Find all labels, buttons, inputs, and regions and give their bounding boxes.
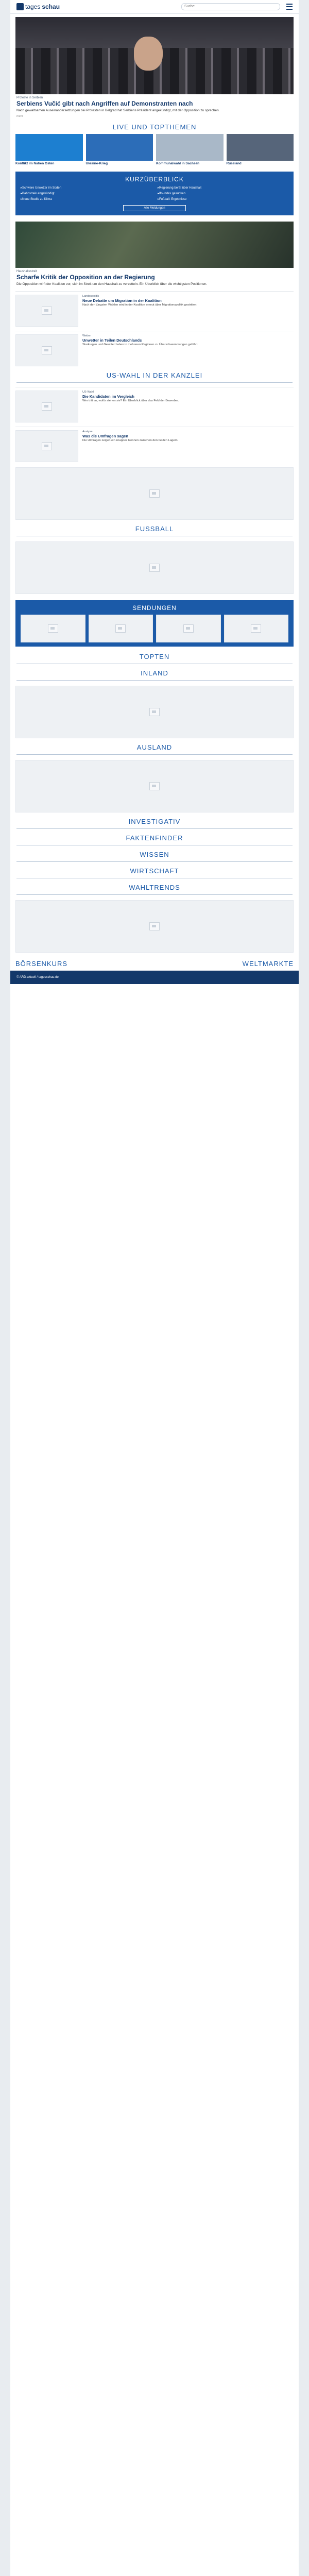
list-item-desc: Nach den jüngsten Wahlen wird in der Koalition erneut über Migrationspolitik gestritten. xyxy=(82,303,198,307)
hero-image[interactable] xyxy=(15,17,294,94)
list-item-title: Die Kandidaten im Vergleich xyxy=(82,394,134,399)
image-placeholder-icon xyxy=(149,922,160,930)
list-item-image xyxy=(15,295,78,327)
section-divider xyxy=(16,861,293,862)
brief-all-button[interactable]: Alle Meldungen xyxy=(123,205,186,211)
brief-box xyxy=(15,172,294,215)
hero-meta[interactable]: mehr xyxy=(16,114,23,118)
site-footer xyxy=(10,971,299,984)
brief-title: KURZÜBERBLICK xyxy=(125,175,184,183)
section-divider xyxy=(16,894,293,895)
sendung-card[interactable] xyxy=(156,615,221,642)
section-divider xyxy=(16,680,293,681)
list-item[interactable] xyxy=(15,427,294,462)
list-item-image xyxy=(15,391,78,422)
wide-image-placeholder xyxy=(15,467,294,520)
live-card-title: Russland xyxy=(226,161,242,165)
section-divider xyxy=(16,382,293,383)
image-placeholder-icon xyxy=(149,708,160,716)
footer-text: © ARD-aktuell / tagesschau.de xyxy=(16,975,59,979)
live-card-image xyxy=(227,134,294,161)
boerse-left-title: BÖRSENKURS xyxy=(15,959,68,968)
wide-image-placeholder xyxy=(15,541,294,594)
brief-item[interactable]: ▸ Neue Studie zu Klima xyxy=(21,197,151,201)
site-header xyxy=(10,0,299,14)
sendung-card[interactable] xyxy=(224,615,289,642)
ausland-title: AUSLAND xyxy=(136,743,173,751)
sendung-image xyxy=(21,615,85,642)
list-item-desc: Wer tritt an, wofür stehen sie? Ein Überblick über das Feld der Bewerber. xyxy=(82,399,179,402)
live-card[interactable] xyxy=(227,134,294,165)
topten-title: TOPTEN xyxy=(139,652,170,660)
list-item-kicker: Analyse xyxy=(82,430,93,433)
page xyxy=(10,0,299,2576)
boerse-right-title: WELTMARKTE xyxy=(242,959,294,968)
section-divider xyxy=(16,754,293,755)
list-item-image xyxy=(15,430,78,462)
live-card[interactable] xyxy=(15,134,83,165)
site-logo[interactable] xyxy=(16,3,60,10)
image-placeholder-icon xyxy=(115,624,126,633)
sendungen-box xyxy=(15,600,294,647)
list-item[interactable] xyxy=(15,331,294,366)
brief-item[interactable]: ▸ Regierung berät über Haushalt xyxy=(158,186,288,190)
live-card-title: Konflikt im Nahen Osten xyxy=(15,161,55,165)
image-placeholder-icon xyxy=(42,346,52,354)
list-item-title: Was die Umfragen sagen xyxy=(82,433,128,438)
hero-title[interactable]: Serbiens Vučić gibt nach Angriffen auf Demonstranten nach xyxy=(16,100,193,107)
sendung-image xyxy=(156,615,221,642)
brief-item[interactable]: ▸ Ifo-Index gesunken xyxy=(158,192,288,195)
image-placeholder-icon xyxy=(149,489,160,498)
search-input[interactable]: Suche xyxy=(181,3,280,10)
wissen-title: WISSEN xyxy=(140,850,169,858)
live-card-image xyxy=(86,134,153,161)
sendungen-title: SENDUNGEN xyxy=(132,604,177,612)
sendung-card[interactable] xyxy=(21,615,85,642)
sendung-image xyxy=(224,615,289,642)
image-placeholder-icon xyxy=(149,564,160,572)
list-item[interactable] xyxy=(15,291,294,327)
live-card-image xyxy=(156,134,224,161)
main-story-image[interactable] xyxy=(15,222,294,268)
menu-icon[interactable] xyxy=(286,4,293,10)
sendung-card[interactable] xyxy=(89,615,153,642)
live-cards xyxy=(15,134,294,165)
main-story-kicker: Haushaltsstreit xyxy=(16,269,37,273)
logo-text-bold: schau xyxy=(42,3,60,10)
wide-image-placeholder xyxy=(15,686,294,738)
list-item-kicker: Wetter xyxy=(82,334,91,337)
live-card-title: Ukraine-Krieg xyxy=(85,161,108,165)
sendung-image xyxy=(89,615,153,642)
hero-kicker: Proteste in Serbien xyxy=(16,96,43,99)
faktenfinder-title: FAKTENFINDER xyxy=(126,834,183,842)
live-card-image xyxy=(15,134,83,161)
sendungen-row xyxy=(21,615,288,642)
wide-image-placeholder xyxy=(15,900,294,953)
live-section-title: LIVE UND TOPTHEMEN xyxy=(112,123,197,131)
us-section-title: US-WAHL IN DER KANZLEI xyxy=(106,371,203,379)
brief-item[interactable]: ▸ Bahnstreik angekündigt xyxy=(21,192,151,195)
boerse-row xyxy=(15,955,294,971)
inland-title: INLAND xyxy=(141,669,168,677)
image-placeholder-icon xyxy=(42,442,52,450)
brief-item[interactable]: ▸ Schwere Unwetter im Süden xyxy=(21,186,151,190)
section-divider xyxy=(16,828,293,829)
list-item-desc: Starkregen und Gewitter haben in mehreren Regionen zu Überschwemmungen geführt. xyxy=(82,343,198,346)
image-placeholder-icon xyxy=(251,624,261,633)
logo-text-light: tages xyxy=(25,3,41,10)
list-item-title: Neue Debatte um Migration in der Koalition xyxy=(82,298,162,303)
investigativ-title: INVESTIGATIV xyxy=(128,817,181,825)
hero-teaser: Nach gewaltsamen Auseinandersetzungen bei Protesten in Belgrad hat Serbiens Präsident angekündigt, mit der Opposition zu sprechen. xyxy=(16,109,220,112)
main-story-title[interactable]: Scharfe Kritik der Opposition an der Regierung xyxy=(16,273,155,281)
main-story-teaser: Die Opposition wirft der Koalition vor, sich im Streit um den Haushalt zu verzetteln. Ein Überblick über die wichtigsten Positionen. xyxy=(16,282,208,286)
list-item-kicker: US-Wahl xyxy=(82,390,94,394)
wide-image-placeholder xyxy=(15,760,294,812)
list-item[interactable] xyxy=(15,387,294,422)
list-item-kicker: Landespolitik xyxy=(82,294,99,298)
image-placeholder-icon xyxy=(48,624,58,633)
list-item-desc: Die Umfragen zeigen ein knappes Rennen zwischen den beiden Lagern. xyxy=(82,438,179,442)
live-card[interactable] xyxy=(86,134,153,165)
image-placeholder-icon xyxy=(42,402,52,411)
wirtschaft-title: WIRTSCHAFT xyxy=(130,867,179,875)
image-placeholder-icon xyxy=(183,624,194,633)
brief-list xyxy=(21,186,288,201)
logo-mark-icon xyxy=(16,3,24,10)
wahltrend-title: WAHLTRENDS xyxy=(129,883,180,891)
list-item-title: Unwetter in Teilen Deutschlands xyxy=(82,337,142,343)
brief-item[interactable]: ▸ Fußball: Ergebnisse xyxy=(158,197,288,201)
list-item-image xyxy=(15,334,78,366)
sport-section-title: FUSSBALL xyxy=(135,524,174,533)
hero-person xyxy=(134,37,163,71)
image-placeholder-icon xyxy=(42,307,52,315)
live-card[interactable] xyxy=(156,134,224,165)
live-card-title: Kommunalwahl in Sachsen xyxy=(156,161,200,165)
image-placeholder-icon xyxy=(149,782,160,790)
